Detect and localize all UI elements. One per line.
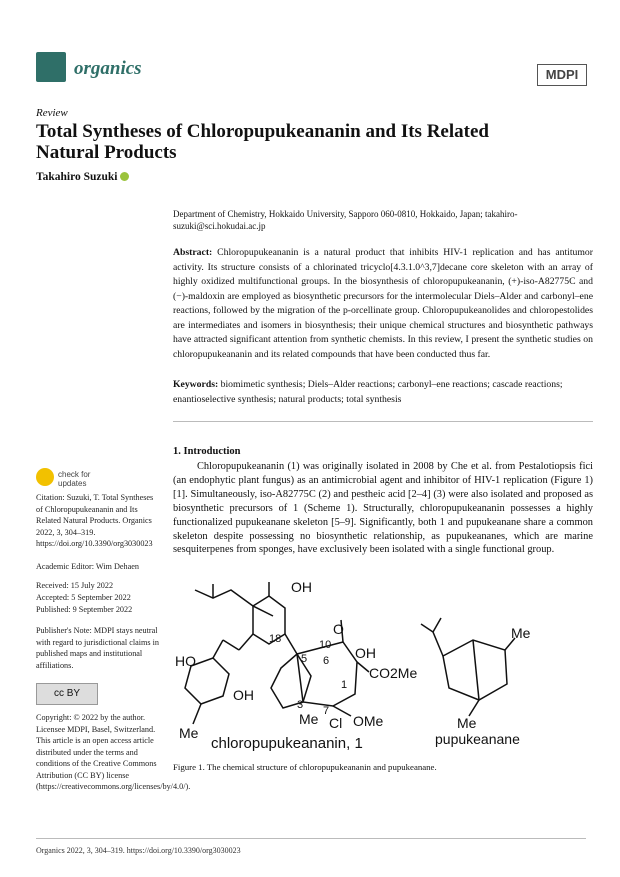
article-title: Total Syntheses of Chloropupukeananin and Its Related Natural Products [36, 121, 489, 163]
intro-paragraph: Chloropupukeananin (1) was originally isolated in 2008 by Che et al. from Pestalotiopsis fici (an endophytic plant fungus) as an antimicrobial agent and inhibitor of HIV-1 replication (Figure 1) [1]. Simultaneously, iso-A82775C (2) and pestheic acid [2–4] (3) were also isolated and proposed as biosynthetic precursors of 1 (Scheme 1). Structurally, chloropupukeananin possesses a highly functionalized pupukeanane skeleton [5–9]. Significantly, both 1 and pupukeanane share a common skeleton despite possessing no biosynthetic relationship, as pupukeananes, which are marine sesquiterpenes from sponges, have exclusively been isolated with a single functional group. [173, 461, 593, 556]
atom-ho: HO [175, 653, 196, 669]
locant-5: 5 [301, 653, 308, 665]
compound-1-label: chloropupukeananin, 1 [211, 735, 363, 752]
keywords [173, 378, 593, 407]
locant-3: 3 [297, 699, 304, 711]
divider [173, 421, 593, 422]
orcid-icon[interactable] [120, 172, 129, 181]
check-for-updates-icon[interactable] [36, 468, 54, 486]
footer-divider [36, 838, 586, 839]
academic-editor: Academic Editor: Wim Dehaen [36, 562, 139, 571]
pupukeanane-cage [443, 640, 507, 700]
prenyl-bond [195, 590, 253, 606]
journal-logo [36, 52, 66, 82]
atom-me-4: Me [457, 715, 477, 731]
atom-oh-2: OH [355, 645, 376, 661]
journal-name[interactable]: organics [74, 58, 142, 79]
locant-7: 7 [323, 705, 330, 717]
footer-citation[interactable]: Organics 2022, 3, 304–319. https://doi.org/10.3390/org3030023 [36, 846, 241, 855]
keywords-label: Keywords: [173, 379, 219, 390]
abstract [173, 246, 593, 362]
accepted-date: Accepted: 5 September 2022 [36, 593, 131, 602]
core-bicycle [297, 642, 357, 706]
affiliation: Department of Chemistry, Hokkaido University, Sapporo 060-0810, Hokkaido, Japan; takahiro-suzuki@sci.hokudai.ac.jp [173, 209, 518, 231]
section-heading: 1. Introduction [173, 446, 241, 457]
figure-1-structures [173, 576, 593, 752]
abstract-label: Abstract: [173, 247, 213, 258]
atom-cl: Cl [329, 715, 343, 731]
copyright: Copyright: © 2022 by the author. Licensee MDPI, Basel, Switzerland. This article is an open access article distributed under the terms and conditions of the Creative Commons Attribution (CC BY) license (https://creativecommons.org/licenses/by/4.0/). [36, 713, 191, 791]
author-name: Takahiro Suzuki [36, 171, 118, 183]
atom-ome: OMe [353, 713, 384, 729]
atom-me-1: Me [299, 711, 319, 727]
article-type: Review [36, 107, 68, 119]
atom-me-2: Me [179, 725, 199, 741]
atom-oh-aryl: OH [233, 687, 254, 703]
locant-18: 18 [269, 633, 282, 645]
atom-co2me: CO2Me [369, 665, 418, 681]
abstract-text: Chloropupukeananin is a natural product that inhibits HIV-1 replication and has antitumor activity. Its structure consists of a chlorinated tricyclo[4.3.1.0^3,7]decane core skeleton with an array of highly oxidized multifunctional groups. In the biosynthesis of chloropupukeananin, (+)-iso-A82775C and (−)-maldoxin are employed as biosynthetic precursors for the intermolecular Diels–Alder and carbonyl–ene reactions, followed by the migration of the p-orcellinate group. Chloropupukeanolides and chloropestolides are intermediates and isomers in biosynthesis; their unique chemical structures and biosynthetic pathways have attracted significant attention from synthetic chemists. In this review, I present the synthetic studies on chloropupukeananin and its related compounds that have been conducted thus far. [173, 247, 594, 360]
locant-10: 10 [319, 639, 332, 651]
compound-2-label: pupukeanane [435, 731, 520, 747]
cc-by-badge[interactable]: cc BY [36, 683, 98, 705]
keywords-text: biomimetic synthesis; Diels–Alder reactions; carbonyl–ene reactions; cascade reactions; enantioselective synthesis; natural products; total synthesis [173, 379, 563, 405]
publisher-note: Publisher's Note: MDPI stays neutral with regard to jurisdictional claims in published maps and institutional affiliations. [36, 626, 160, 670]
atom-me-3: Me [511, 625, 531, 641]
locant-6: 6 [323, 655, 330, 667]
atom-oh-top: OH [291, 579, 312, 595]
published-date: Published: 9 September 2022 [36, 605, 133, 614]
atom-o-top: O [333, 621, 344, 637]
locant-1: 1 [341, 679, 348, 691]
figure-caption: Figure 1. The chemical structure of chloropupukeananin and pupukeanane. [173, 762, 437, 772]
citation: Citation: Suzuki, T. Total Syntheses of Chloropupukeananin and Its Related Natural Products. Organics 2022, 3, 304–319. https://doi.org/10.3390/org3030023 [36, 493, 154, 548]
received-date: Received: 15 July 2022 [36, 581, 114, 590]
publisher-logo[interactable]: MDPI [537, 64, 587, 86]
check-for-updates-label[interactable]: check for updates [58, 470, 91, 488]
